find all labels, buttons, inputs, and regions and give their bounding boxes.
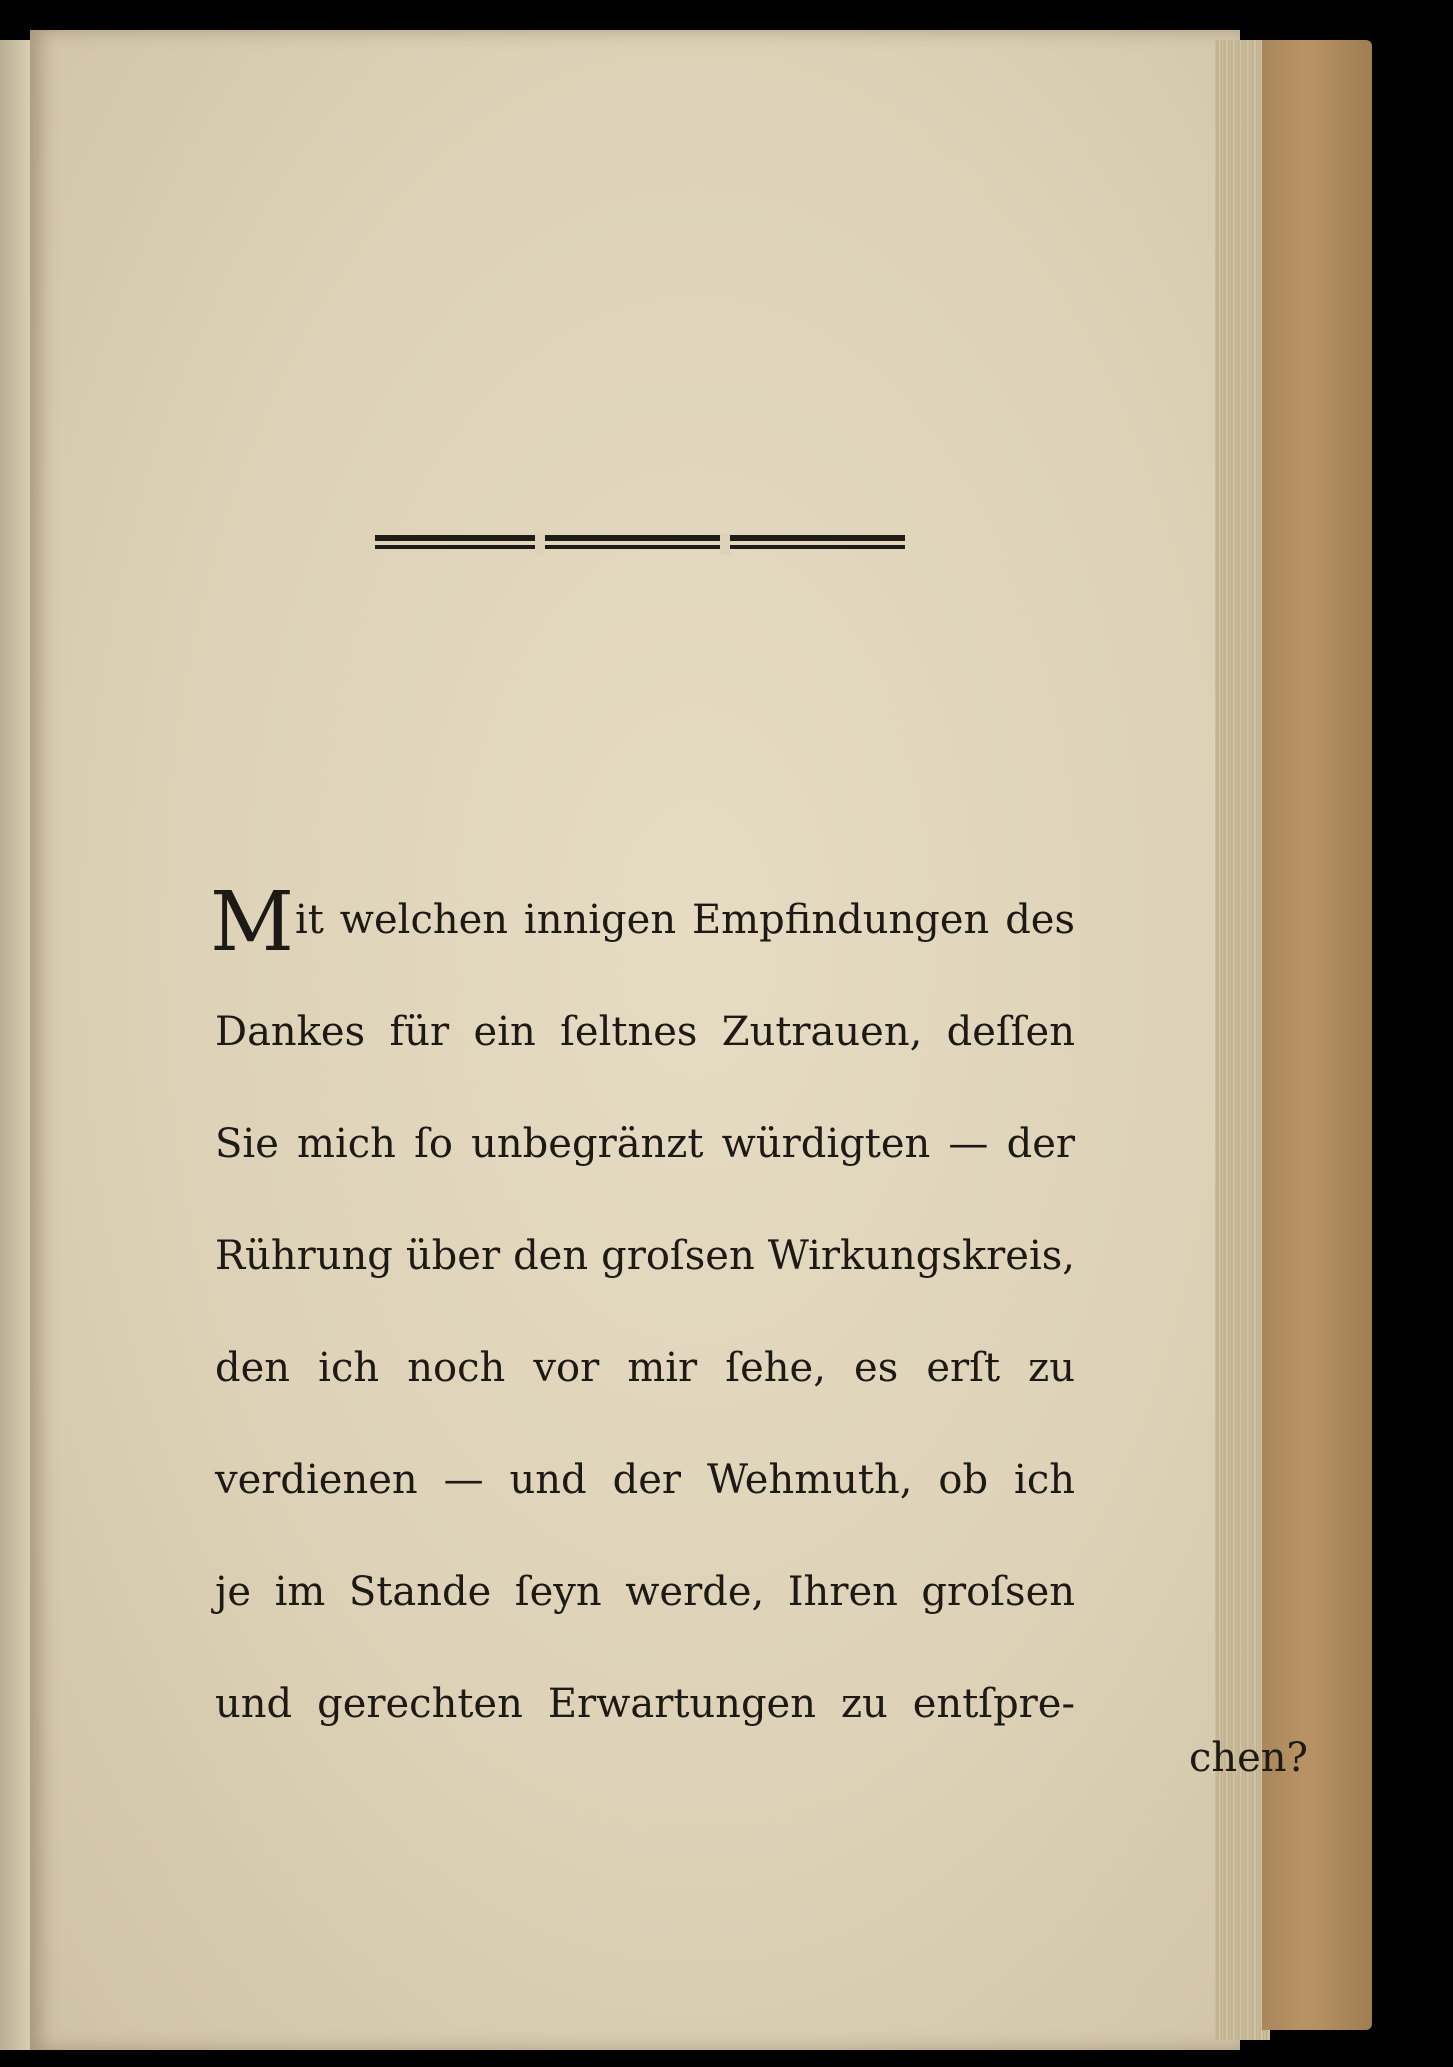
text-line-4: Rührung über den groſsen Wirkungskreis, [215, 1233, 1075, 1279]
drop-cap: M [210, 875, 294, 970]
text-line-5: den ich noch vor mir ſehe, es erſt zu [215, 1345, 1075, 1391]
text-line-8: und gerechten Erwartungen zu entſpre- [215, 1681, 1075, 1727]
text-line-3: Sie mich ſo unbegränzt würdigten — der [215, 1121, 1075, 1167]
first-line-text: it welchen innigen Empfindungen des [295, 897, 1075, 943]
decorative-double-rule [375, 533, 905, 555]
text-line-2: Dankes für ein ſeltnes Zutrauen, deſſen [215, 1009, 1075, 1055]
text-line-7: je im Stande ſeyn werde, Ihren groſsen [215, 1569, 1075, 1615]
book-cover-board [1262, 40, 1372, 2030]
text-line-1 [210, 875, 1075, 970]
text-line-6: verdienen — und der Wehmuth, ob ich [215, 1457, 1075, 1503]
catchword: chen? [1188, 1735, 1308, 1781]
